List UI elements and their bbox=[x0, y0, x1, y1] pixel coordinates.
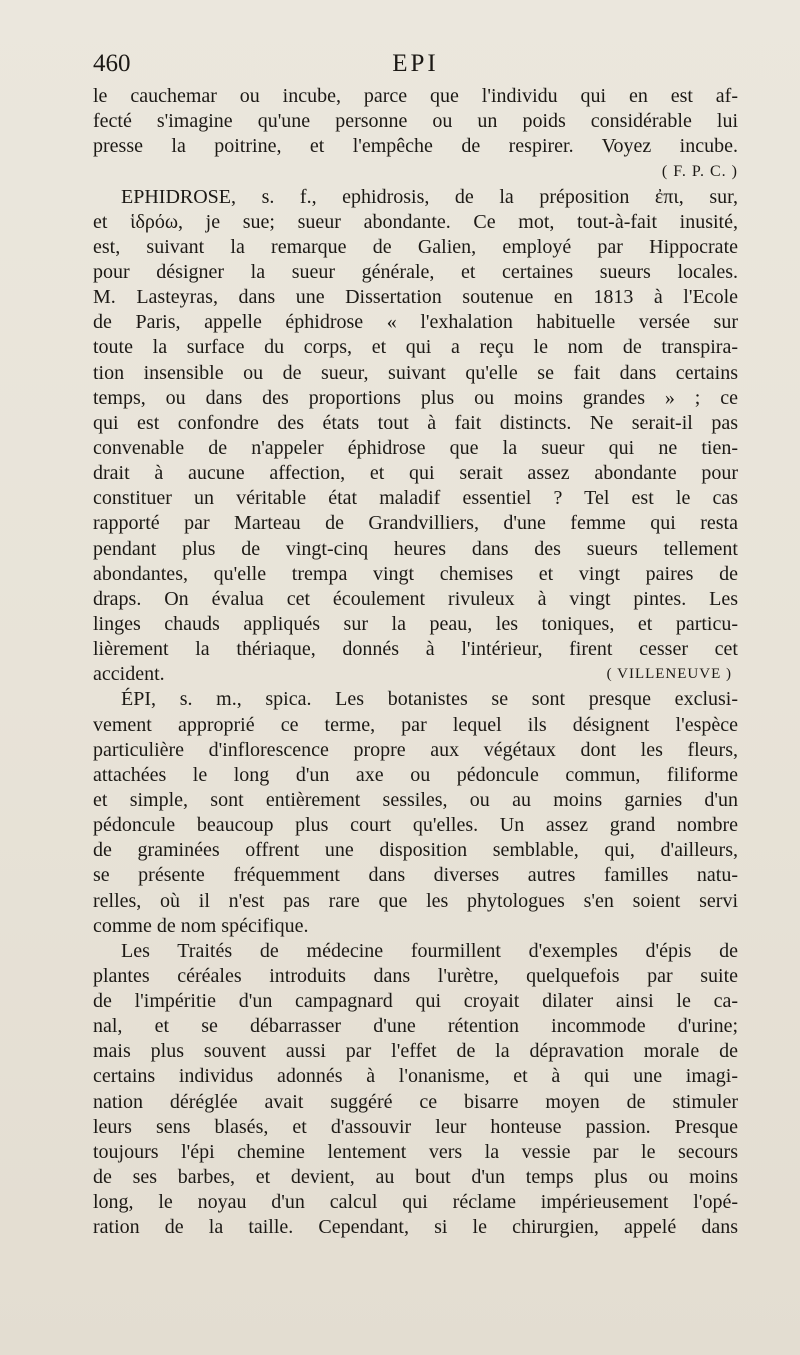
entry-headword-line: ÉPI, s. m., spica. Les botanistes se sont presque exclusi- bbox=[121, 688, 738, 711]
text-line: abondantes, qu'elle trempa vingt chemises et vingt paires de bbox=[93, 562, 738, 585]
text-line: comme de nom spécifique. bbox=[93, 914, 309, 937]
text-line: leurs sens blasés, et d'assouvir leur honteuse passion. Presque bbox=[93, 1115, 738, 1138]
text-line: tion insensible ou de sueur, suivant qu'elle se fait dans certains bbox=[93, 361, 738, 384]
text-line: fecté s'imagine qu'une personne ou un poids considérable lui bbox=[93, 110, 738, 133]
text-line: de l'impéritie d'un campagnard qui croyait dilater ainsi le ca- bbox=[93, 990, 738, 1013]
text-line: pour désigner la sueur générale, et certaines sueurs locales. bbox=[93, 260, 738, 283]
text-line: nal, et se débarrasser d'une rétention incommode d'urine; bbox=[93, 1015, 738, 1038]
text-line: draps. On évalua cet écoulement rivuleux à vingt pintes. Les bbox=[93, 587, 738, 610]
text-line: pendant plus de vingt-cinq heures dans des sueurs tellement bbox=[93, 537, 738, 560]
text-line: toujours l'épi chemine lentement vers la vessie par le secours bbox=[93, 1140, 738, 1163]
text-line: qui est confondre des états tout à fait distincts. Ne serait-il pas bbox=[93, 411, 738, 434]
text-line: attachées le long d'un axe ou pédoncule commun, filiforme bbox=[93, 763, 738, 786]
text-line: se présente fréquemment dans diverses autres familles natu- bbox=[93, 864, 738, 887]
text-line: nation déréglée avait suggéré ce bisarre moyen de stimuler bbox=[93, 1090, 738, 1113]
entry-headword-line: EPHIDROSE, s. f., ephidrosis, de la préposition ἐπι, sur, bbox=[121, 185, 738, 208]
text-line: certains individus adonnés à l'onanisme, et à qui une imagi- bbox=[93, 1065, 738, 1088]
author-signature: ( F. P. C. ) bbox=[661, 163, 738, 181]
text-line: de graminées offrent une disposition semblable, qui, d'ailleurs, bbox=[93, 839, 738, 862]
text-line: plantes céréales introduits dans l'urètre, quelquefois par suite bbox=[93, 964, 738, 987]
paragraph-start-line: Les Traités de médecine fourmillent d'exemples d'épis de bbox=[121, 939, 738, 962]
text-line: rapporté par Marteau de Grandvilliers, d'une femme qui resta bbox=[93, 512, 738, 535]
text-line: particulière d'inflorescence propre aux végétaux dont les fleurs, bbox=[93, 738, 738, 761]
text-line: ration de la taille. Cependant, si le chirurgien, appelé dans bbox=[93, 1216, 738, 1239]
text-line: relles, où il n'est pas rare que les phytologues s'en soient servi bbox=[93, 889, 738, 912]
running-head: EPI bbox=[392, 50, 439, 77]
text-line: lièrement la thériaque, donnés à l'intérieur, firent cesser cet bbox=[93, 638, 738, 661]
body-text bbox=[93, 84, 738, 1240]
page-number: 460 bbox=[93, 50, 131, 77]
text-line: long, le noyau d'un calcul qui réclame impérieusement l'opé- bbox=[93, 1191, 738, 1214]
entry-end-line bbox=[93, 662, 738, 687]
text-line: presse la poitrine, et l'empêche de respirer. Voyez incube. bbox=[93, 135, 738, 158]
text-line: est, suivant la remarque de Galien, employé par Hippocrate bbox=[93, 235, 738, 258]
text-line: le cauchemar ou incube, parce que l'individu qui en est af- bbox=[93, 85, 738, 107]
text-line: convenable de n'appeler éphidrose que la sueur qui ne tien- bbox=[93, 436, 738, 459]
text-line: pédoncule beaucoup plus court qu'elles. Un assez grand nombre bbox=[93, 814, 738, 837]
text-line: drait à aucune affection, et qui serait assez abondante pour bbox=[93, 462, 738, 485]
author-signature: ( VILLENEUVE ) bbox=[606, 666, 732, 683]
text-line: M. Lasteyras, dans une Dissertation soutenue en 1813 à l'Ecole bbox=[93, 286, 738, 309]
text-line: et simple, sont entièrement sessiles, ou au moins garnies d'un bbox=[93, 788, 738, 811]
text-line: accident. bbox=[93, 663, 165, 686]
text-line: de Paris, appelle éphidrose « l'exhalation habituelle versée sur bbox=[93, 311, 738, 334]
text-line: linges chauds appliqués sur la peau, les toniques, et particu- bbox=[93, 612, 738, 635]
text-line: vement approprié ce terme, par lequel ils désignent l'espèce bbox=[93, 713, 738, 736]
text-line: constituer un véritable état maladif essentiel ? Tel est le cas bbox=[93, 487, 738, 510]
text-line: toute la surface du corps, et qui a reçu le nom de transpira- bbox=[93, 336, 738, 359]
text-line: et ἱδρόω, je sue; sueur abondante. Ce mot, tout-à-fait inusité, bbox=[93, 210, 738, 233]
text-line: de ses barbes, et devient, au bout d'un temps plus ou moins bbox=[93, 1166, 738, 1189]
page-header bbox=[93, 50, 738, 84]
text-line: mais plus souvent aussi par l'effet de la dépravation morale de bbox=[93, 1040, 738, 1063]
text-line: temps, ou dans des proportions plus ou moins grandes » ; ce bbox=[93, 386, 738, 409]
